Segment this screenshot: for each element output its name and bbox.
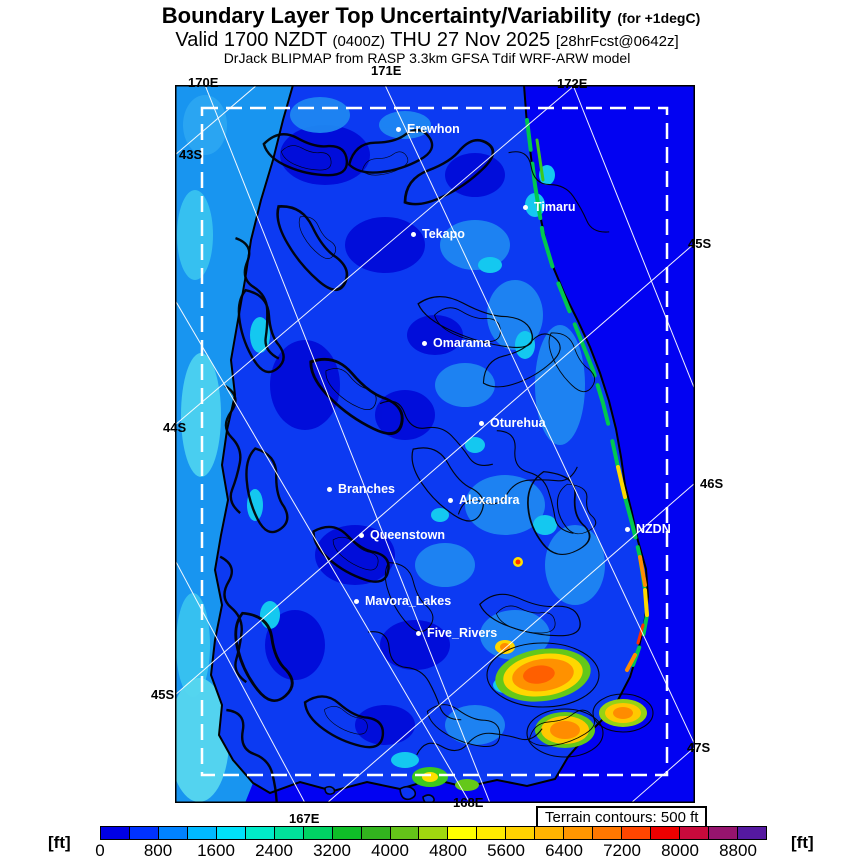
place-marker: [416, 631, 421, 636]
colorbar-segment: [217, 827, 246, 839]
colorbar-segment: [391, 827, 420, 839]
place-oturehua: Oturehua: [479, 417, 546, 429]
colorbar-segment: [275, 827, 304, 839]
colorbar-tick-label: 4800: [429, 841, 467, 860]
colorbar-segment: [738, 827, 766, 839]
valid-time: Valid 1700 NZDT: [175, 29, 327, 51]
model-line: DrJack BLIPMAP from RASP 3.3km GFSA Tdif WRF-ARW model: [223, 50, 631, 66]
colorbar-segment: [506, 827, 535, 839]
place-marker: [411, 232, 416, 237]
ocean-patch: [177, 190, 213, 280]
place-omarama: Omarama: [422, 337, 491, 349]
colorbar-segment: [535, 827, 564, 839]
place-marker: [396, 127, 401, 132]
colorbar-segment: [709, 827, 738, 839]
colorbar-segment: [362, 827, 391, 839]
colorbar-tick-label: 3200: [313, 841, 351, 860]
colorbar-tick-label: 0: [95, 841, 105, 860]
forecast-run: [28hrFcst@0642z]: [555, 33, 679, 50]
place-branches: Branches: [327, 483, 395, 495]
colorbar-segment: [593, 827, 622, 839]
place-nzdn: NZDN: [625, 523, 671, 535]
colorbar-segment: [130, 827, 159, 839]
colorbar-segment: [188, 827, 217, 839]
colorbar-tick-label: 800: [143, 841, 173, 860]
colorbar-tick-label: 8000: [661, 841, 699, 860]
axis-label-168e: 168E: [453, 795, 484, 810]
colorbar-tick-label: 1600: [197, 841, 235, 860]
colorbar-ticks: [95, 841, 767, 860]
place-timaru: Timaru: [523, 201, 575, 213]
colorbar-segment: [448, 827, 477, 839]
place-alexandra: Alexandra: [448, 494, 519, 506]
title-suffix: (for +1degC): [617, 10, 701, 26]
page-title: [6, 3, 850, 29]
colorbar-segment: [564, 827, 593, 839]
place-marker: [479, 421, 484, 426]
colorbar-segment: [304, 827, 333, 839]
axis-label-44s: 44S: [163, 420, 187, 435]
axis-label-45s-right: 45S: [688, 236, 712, 251]
place-queenstown: Queenstown: [359, 529, 445, 541]
colorbar-segment: [651, 827, 680, 839]
place-erewhon: Erewhon: [396, 123, 460, 135]
blipmap-map: [175, 85, 695, 803]
colorbar-segments: [100, 826, 767, 840]
place-marker: [354, 599, 359, 604]
axis-label-167e: 167E: [289, 811, 320, 826]
colorbar-segment: [246, 827, 275, 839]
axis-label-172e: 172E: [557, 76, 588, 91]
axis-label-43s: 43S: [179, 147, 203, 162]
valid-date: THU 27 Nov 2025: [390, 29, 551, 51]
terrain-contours-legend: Terrain contours: 500 ft: [536, 806, 707, 829]
colorbar-unit-right: [ft]: [791, 833, 814, 852]
colorbar-segment: [333, 827, 362, 839]
colorbar-tick-label: 8800: [719, 841, 757, 860]
valid-time-line: [2, 29, 850, 52]
place-mavora-lakes: Mavora_Lakes: [354, 595, 451, 607]
place-five-rivers: Five_Rivers: [416, 627, 497, 639]
colorbar-segment: [680, 827, 709, 839]
place-marker: [422, 341, 427, 346]
map-svg: [175, 85, 695, 803]
colorbar-segment: [622, 827, 651, 839]
colorbar-segment: [159, 827, 188, 839]
axis-label-170e: 170E: [188, 75, 219, 90]
colorbar-segment: [477, 827, 506, 839]
valid-utc: (0400Z): [332, 33, 385, 50]
place-tekapo: Tekapo: [411, 228, 465, 240]
colorbar-tick-label: 2400: [255, 841, 293, 860]
axis-label-46s: 46S: [700, 476, 724, 491]
colorbar-tick-label: 5600: [487, 841, 525, 860]
place-marker: [327, 487, 332, 492]
axis-label-47s: 47S: [687, 740, 711, 755]
colorbar-unit-left: [ft]: [48, 833, 71, 852]
colorbar-tick-label: 7200: [603, 841, 641, 860]
axis-label-171e: 171E: [371, 63, 402, 78]
place-marker: [625, 527, 630, 532]
colorbar-segment: [419, 827, 448, 839]
colorbar-tick-label: 6400: [545, 841, 583, 860]
colorbar-segment: [101, 827, 130, 839]
place-marker: [359, 533, 364, 538]
place-marker: [448, 498, 453, 503]
place-marker: [523, 205, 528, 210]
title-text: Boundary Layer Top Uncertainty/Variability: [161, 3, 612, 28]
axis-label-45s-left: 45S: [151, 687, 175, 702]
colorbar-tick-label: 4000: [371, 841, 409, 860]
